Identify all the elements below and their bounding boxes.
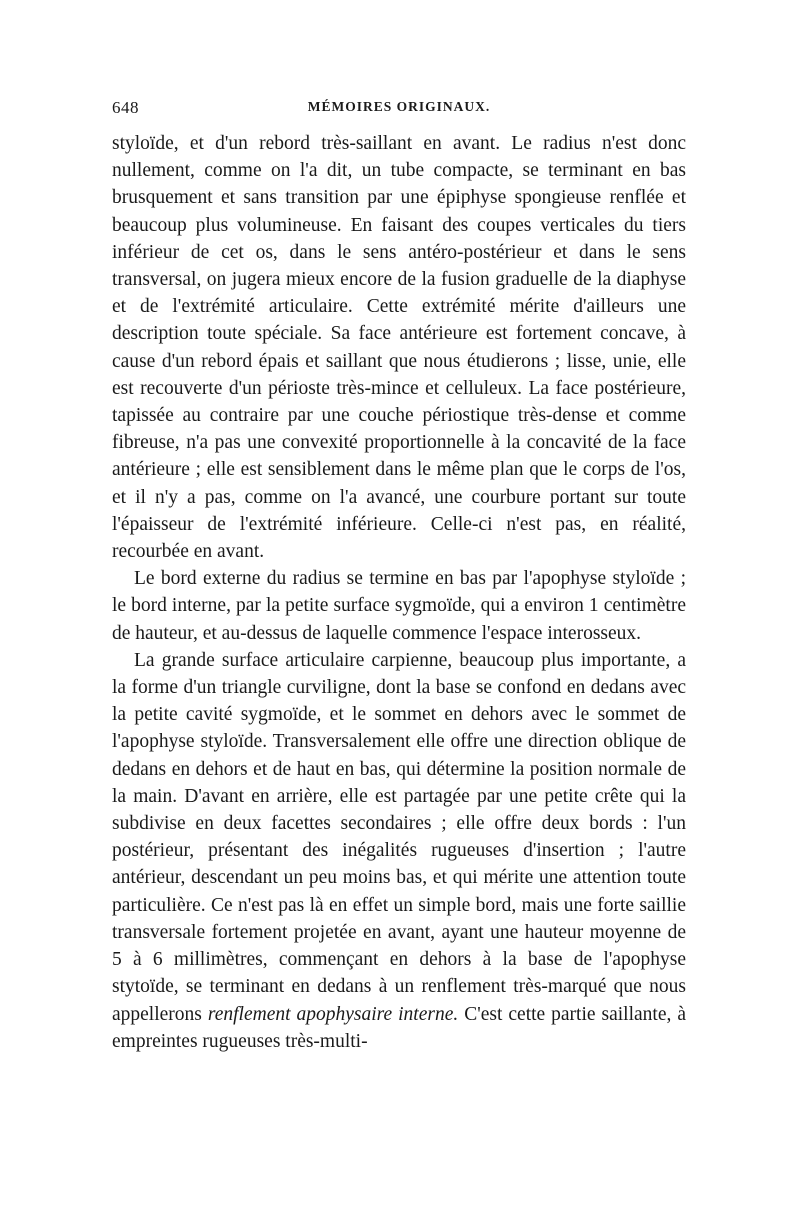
paragraph-continuation: C'est cette partie saillante, à empreintes rugueuses très-multi- xyxy=(112,1003,686,1052)
body-text xyxy=(112,130,686,1055)
paragraph-text: La grande surface articulaire carpienne, beaucoup plus importante, a la forme d'un triangle curviligne, dont la base se confond en dedans avec la petite cavité sygmoïde, et le sommet en dehors avec le sommet de l'apophyse styloïde. Transversalement elle offre une direction oblique de dedans en dehors et de haut en bas, qui détermine la position normale de la main. D'avant en arrière, elle est partagée par une petite crête qui la subdivise en deux facettes secondaires ; elle offre deux bords : l'un postérieur, présentant des inégalités rugueuses d'insertion ; l'autre antérieur, descendant un peu moins bas, et qui mérite une attention toute particulière. Ce n'est pas là en effet un simple bord, mais une forte saillie transversale fortement projetée en avant, ayant une hauteur moyenne de 5 à 6 millimètres, commençant en dehors à la base de l'apophyse stytoïde, se terminant en dedans à un renflement très-marqué que nous appellerons xyxy=(112,649,686,1025)
page-number: 648 xyxy=(112,98,139,117)
running-title: MÉMOIRES ORIGINAUX. xyxy=(307,99,491,114)
emphasized-term: renflement apophysaire interne. xyxy=(207,1003,459,1025)
running-header xyxy=(112,98,686,122)
paragraph: Le bord externe du radius se termine en bas par l'apophyse styloïde ; le bord interne, par la petite surface sygmoïde, qui a environ 1 centimètre de hauteur, et au-dessus de laquelle commence l'espace interosseux. xyxy=(112,568,686,644)
paragraph xyxy=(112,647,686,1055)
paragraph: styloïde, et d'un rebord très-saillant en avant. Le radius n'est donc nullement, comme on l'a dit, un tube compacte, se terminant en bas brusquement et sans transition par une épiphyse spongieuse renflée et beaucoup plus volumineuse. En faisant des coupes verticales du tiers inférieur de cet os, dans le sens antéro-postérieur et dans le sens transversal, on jugera mieux encore de la fusion graduelle de la diaphyse et de l'extrémité articulaire. Cette extrémité mérite d'ailleurs une description toute spéciale. Sa face antérieure est fortement concave, à cause d'un rebord épais et saillant que nous étudierons ; lisse, unie, elle est recouverte d'un périoste très-mince et celluleux. La face postérieure, tapissée au contraire par une couche périostique très-dense et comme fibreuse, n'a pas une convexité proportionnelle à la concavité de la face antérieure ; elle est sensiblement dans le même plan que le corps de l'os, et il n'y a pas, comme on l'a avancé, une courbure portant sur toute l'épaisseur de l'extrémité inférieure. Celle-ci n'est pas, en réalité, recourbée en avant. xyxy=(112,133,686,563)
book-page xyxy=(112,98,686,1055)
